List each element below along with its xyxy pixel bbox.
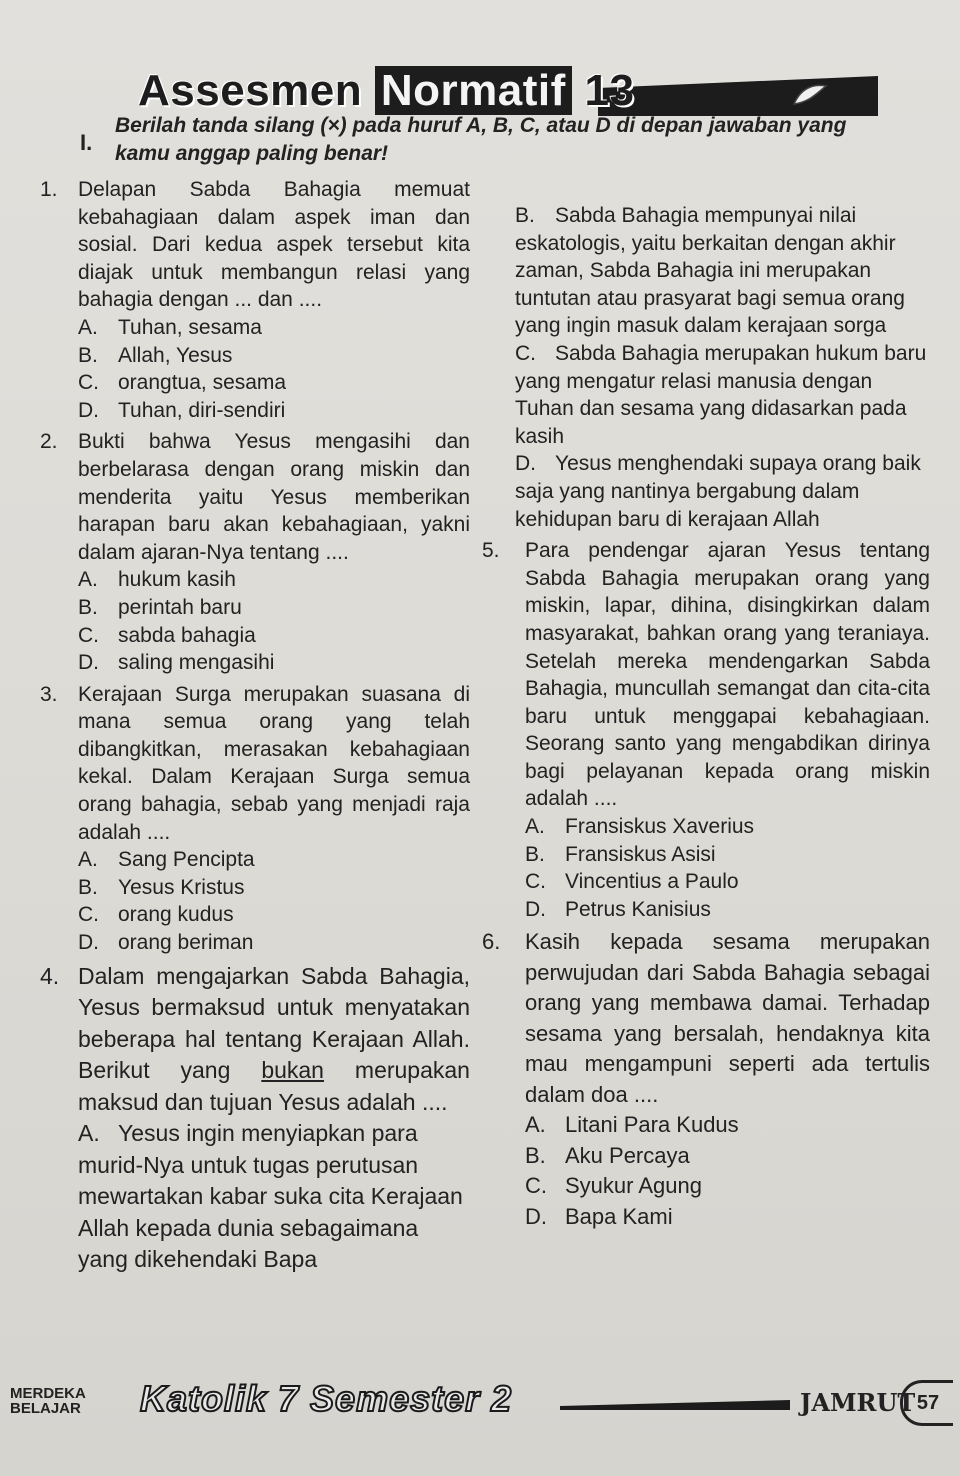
option-letter: C. xyxy=(78,903,99,927)
option-letter: A. xyxy=(525,1112,546,1138)
title-word-2: Normatif xyxy=(375,66,572,115)
option-text: orangtua, sesama xyxy=(118,371,287,395)
option-letter: A. xyxy=(78,1120,100,1147)
option-text: Litani Para Kudus xyxy=(565,1112,739,1138)
question-number: 5. xyxy=(482,539,500,563)
option-text: Sang Pencipta xyxy=(118,848,255,872)
option-text: Yesus Kristus xyxy=(118,875,245,899)
question-number: 2. xyxy=(40,430,58,454)
question-text: Bukti bahwa Yesus mengasihi dan berbelarasa dengan orang miskin dan menderita yaitu Yesus memberikan harapan baru akan kebahagiaan, yakni dalam ajaran-Nya tentang .... xyxy=(78,430,470,564)
option-text: Tuhan, diri-sendiri xyxy=(118,398,286,422)
option-a[interactable] xyxy=(78,566,470,594)
option-letter: D. xyxy=(525,897,546,921)
option-letter: A. xyxy=(78,848,98,872)
option-text: Fransiskus Xaverius xyxy=(565,815,755,839)
option-d[interactable] xyxy=(525,896,930,924)
question-4 xyxy=(40,961,470,1276)
option-text: Bapa Kami xyxy=(565,1203,673,1229)
right-column xyxy=(482,202,930,1236)
option-text: sabda bahagia xyxy=(118,623,256,647)
option-letter: B. xyxy=(78,875,98,899)
question-text: Delapan Sabda Bahagia memuat kebahagiaan dalam aspek iman dan sosial. Dari kedua aspek tersebut kita diajak untuk membangun relasi yang bahagia dengan ... dan .... xyxy=(78,178,470,312)
option-b[interactable] xyxy=(515,202,930,340)
option-c[interactable] xyxy=(78,901,470,929)
option-letter: D. xyxy=(525,1203,547,1229)
option-letter: D. xyxy=(78,651,99,675)
option-text: Yesus menghendaki supaya orang baik saja yang nantinya bergabung dalam kehidupan baru di kerajaan Allah xyxy=(515,452,921,531)
question-number: 4. xyxy=(40,962,60,989)
question-1 xyxy=(40,176,470,424)
brand-logo xyxy=(10,1386,86,1416)
question-3 xyxy=(40,681,470,957)
option-letter: C. xyxy=(525,870,546,894)
option-letter: D. xyxy=(515,452,536,476)
option-b[interactable] xyxy=(525,841,930,869)
page-number: 57 xyxy=(900,1380,953,1426)
option-text: orang beriman xyxy=(118,931,254,955)
option-letter: D. xyxy=(78,931,99,955)
option-text: Vincentius a Paulo xyxy=(565,870,739,894)
option-letter: B. xyxy=(515,204,535,227)
option-c[interactable] xyxy=(525,868,930,896)
option-d[interactable] xyxy=(78,929,470,957)
option-text: saling mengasihi xyxy=(118,651,275,675)
option-a[interactable] xyxy=(525,1110,930,1141)
option-letter: A. xyxy=(525,815,545,839)
question-text-part: Dalam mengajarkan Sabda Bahagia, Yesus bermaksud untuk menyatakan beberapa hal tentang Kerajaan Allah. Berikut yang xyxy=(78,962,470,1084)
option-c[interactable] xyxy=(525,1171,930,1202)
option-c[interactable] xyxy=(515,340,930,450)
option-text: Sabda Bahagia mempunyai nilai eskatologis, yaitu berkaitan dengan akhir zaman, Sabda Bahagia ini merupakan tuntutan atau prasyarat bagi semua orang yang ingin masuk dalam kerajaan sorga xyxy=(515,204,905,338)
option-text: perintah baru xyxy=(118,595,242,619)
question-2 xyxy=(40,428,470,676)
option-d[interactable] xyxy=(515,450,930,533)
option-letter: C. xyxy=(78,623,99,647)
leaf-icon xyxy=(790,82,830,108)
option-letter: A. xyxy=(78,568,98,592)
section-number: I. xyxy=(80,130,93,155)
option-text: Petrus Kanisius xyxy=(565,897,711,921)
question-number: 3. xyxy=(40,682,58,706)
option-a[interactable] xyxy=(78,1118,470,1276)
title-decor-strip xyxy=(598,76,878,116)
title-number: 13 xyxy=(584,66,635,115)
option-d[interactable] xyxy=(78,397,470,425)
option-text: Allah, Yesus xyxy=(118,343,233,367)
option-letter: D. xyxy=(78,398,99,422)
option-b[interactable] xyxy=(78,594,470,622)
option-c[interactable] xyxy=(78,622,470,650)
option-a[interactable] xyxy=(525,813,930,841)
option-text: Syukur Agung xyxy=(565,1173,702,1199)
question-text-part: merupakan maksud dan tujuan Yesus adalah .... xyxy=(78,1057,470,1115)
page-footer xyxy=(0,1378,960,1438)
option-b[interactable] xyxy=(525,1141,930,1172)
option-letter: B. xyxy=(525,1142,546,1168)
instruction-text: Berilah tanda silang (×) pada huruf A, B, C, atau D di depan jawaban yang kamu anggap paling benar! xyxy=(115,114,847,165)
footer-decor-strip xyxy=(560,1400,790,1410)
option-letter: C. xyxy=(78,371,99,395)
option-d[interactable] xyxy=(525,1202,930,1233)
option-text: Sabda Bahagia merupakan hukum baru yang mengatur relasi manusia dengan Tuhan dan sesama yang didasarkan pada kasih xyxy=(515,341,927,448)
question-text: Kerajaan Surga merupakan suasana di mana semua orang yang telah dibangkitkan, merasakan kebahagiaan kekal. Dalam Kerajaan Surga semua orang bahagia, sebab yang menjadi raja adalah .... xyxy=(78,682,470,844)
option-text: Fransiskus Asisi xyxy=(565,842,716,866)
question-6 xyxy=(482,927,930,1232)
left-column xyxy=(40,176,470,1280)
brand-line-2: BELAJAR xyxy=(10,1400,81,1417)
option-c[interactable] xyxy=(78,369,470,397)
title-word-1: Assesmen xyxy=(138,66,363,115)
option-text: Tuhan, sesama xyxy=(118,315,262,339)
series-logo: JAMRUT xyxy=(800,1388,916,1417)
question-text xyxy=(78,961,470,1119)
question-text-emphasis: bukan xyxy=(261,1057,324,1084)
option-letter: C. xyxy=(515,341,536,365)
question-text: Kasih kepada sesama merupakan perwujudan dari Sabda Bahagia sebagai orang yang membawa damai. Terhadap sesama yang bersalah, hendaknya kita mau mengampuni seperti ada tertulis dalam doa .... xyxy=(525,929,930,1107)
option-text: hukum kasih xyxy=(118,568,236,592)
question-4-continued xyxy=(515,202,930,533)
option-b[interactable] xyxy=(78,342,470,370)
option-letter: B. xyxy=(78,343,98,367)
subject-title: Katolik 7 Semester 2 xyxy=(140,1378,513,1419)
option-letter: A. xyxy=(78,315,98,339)
option-letter: C. xyxy=(525,1173,547,1199)
option-text: orang kudus xyxy=(118,903,234,927)
title-text xyxy=(138,66,634,116)
option-letter: B. xyxy=(525,842,545,866)
question-number: 6. xyxy=(482,929,501,955)
option-letter: B. xyxy=(78,595,98,619)
question-number: 1. xyxy=(40,178,58,201)
brand-line-1: MERDEKA xyxy=(10,1385,86,1402)
question-text: Para pendengar ajaran Yesus tentang Sabda Bahagia merupakan orang yang miskin, lapar, dihina, disingkirkan dalam masyarakat, bahkan orang yang teraniaya. Setelah mereka mendengarkan Sabda Bahagia, muncullah semangat dan cita-cita baru untuk menggapai kebahagiaan. Seorang santo yang mengabdikan dirinya bagi pelayanan kepada orang miskin adalah .... xyxy=(525,539,930,811)
option-text: Yesus ingin menyiapkan para murid-Nya untuk tugas perutusan mewartakan kabar suka cita Kerajaan Allah kepada dunia sebagaimana yang dikehendaki Bapa xyxy=(78,1120,463,1273)
option-d[interactable] xyxy=(78,649,470,677)
option-text: Aku Percaya xyxy=(565,1142,690,1168)
option-a[interactable] xyxy=(78,314,470,342)
option-b[interactable] xyxy=(78,874,470,902)
question-5 xyxy=(482,537,930,923)
option-a[interactable] xyxy=(78,846,470,874)
